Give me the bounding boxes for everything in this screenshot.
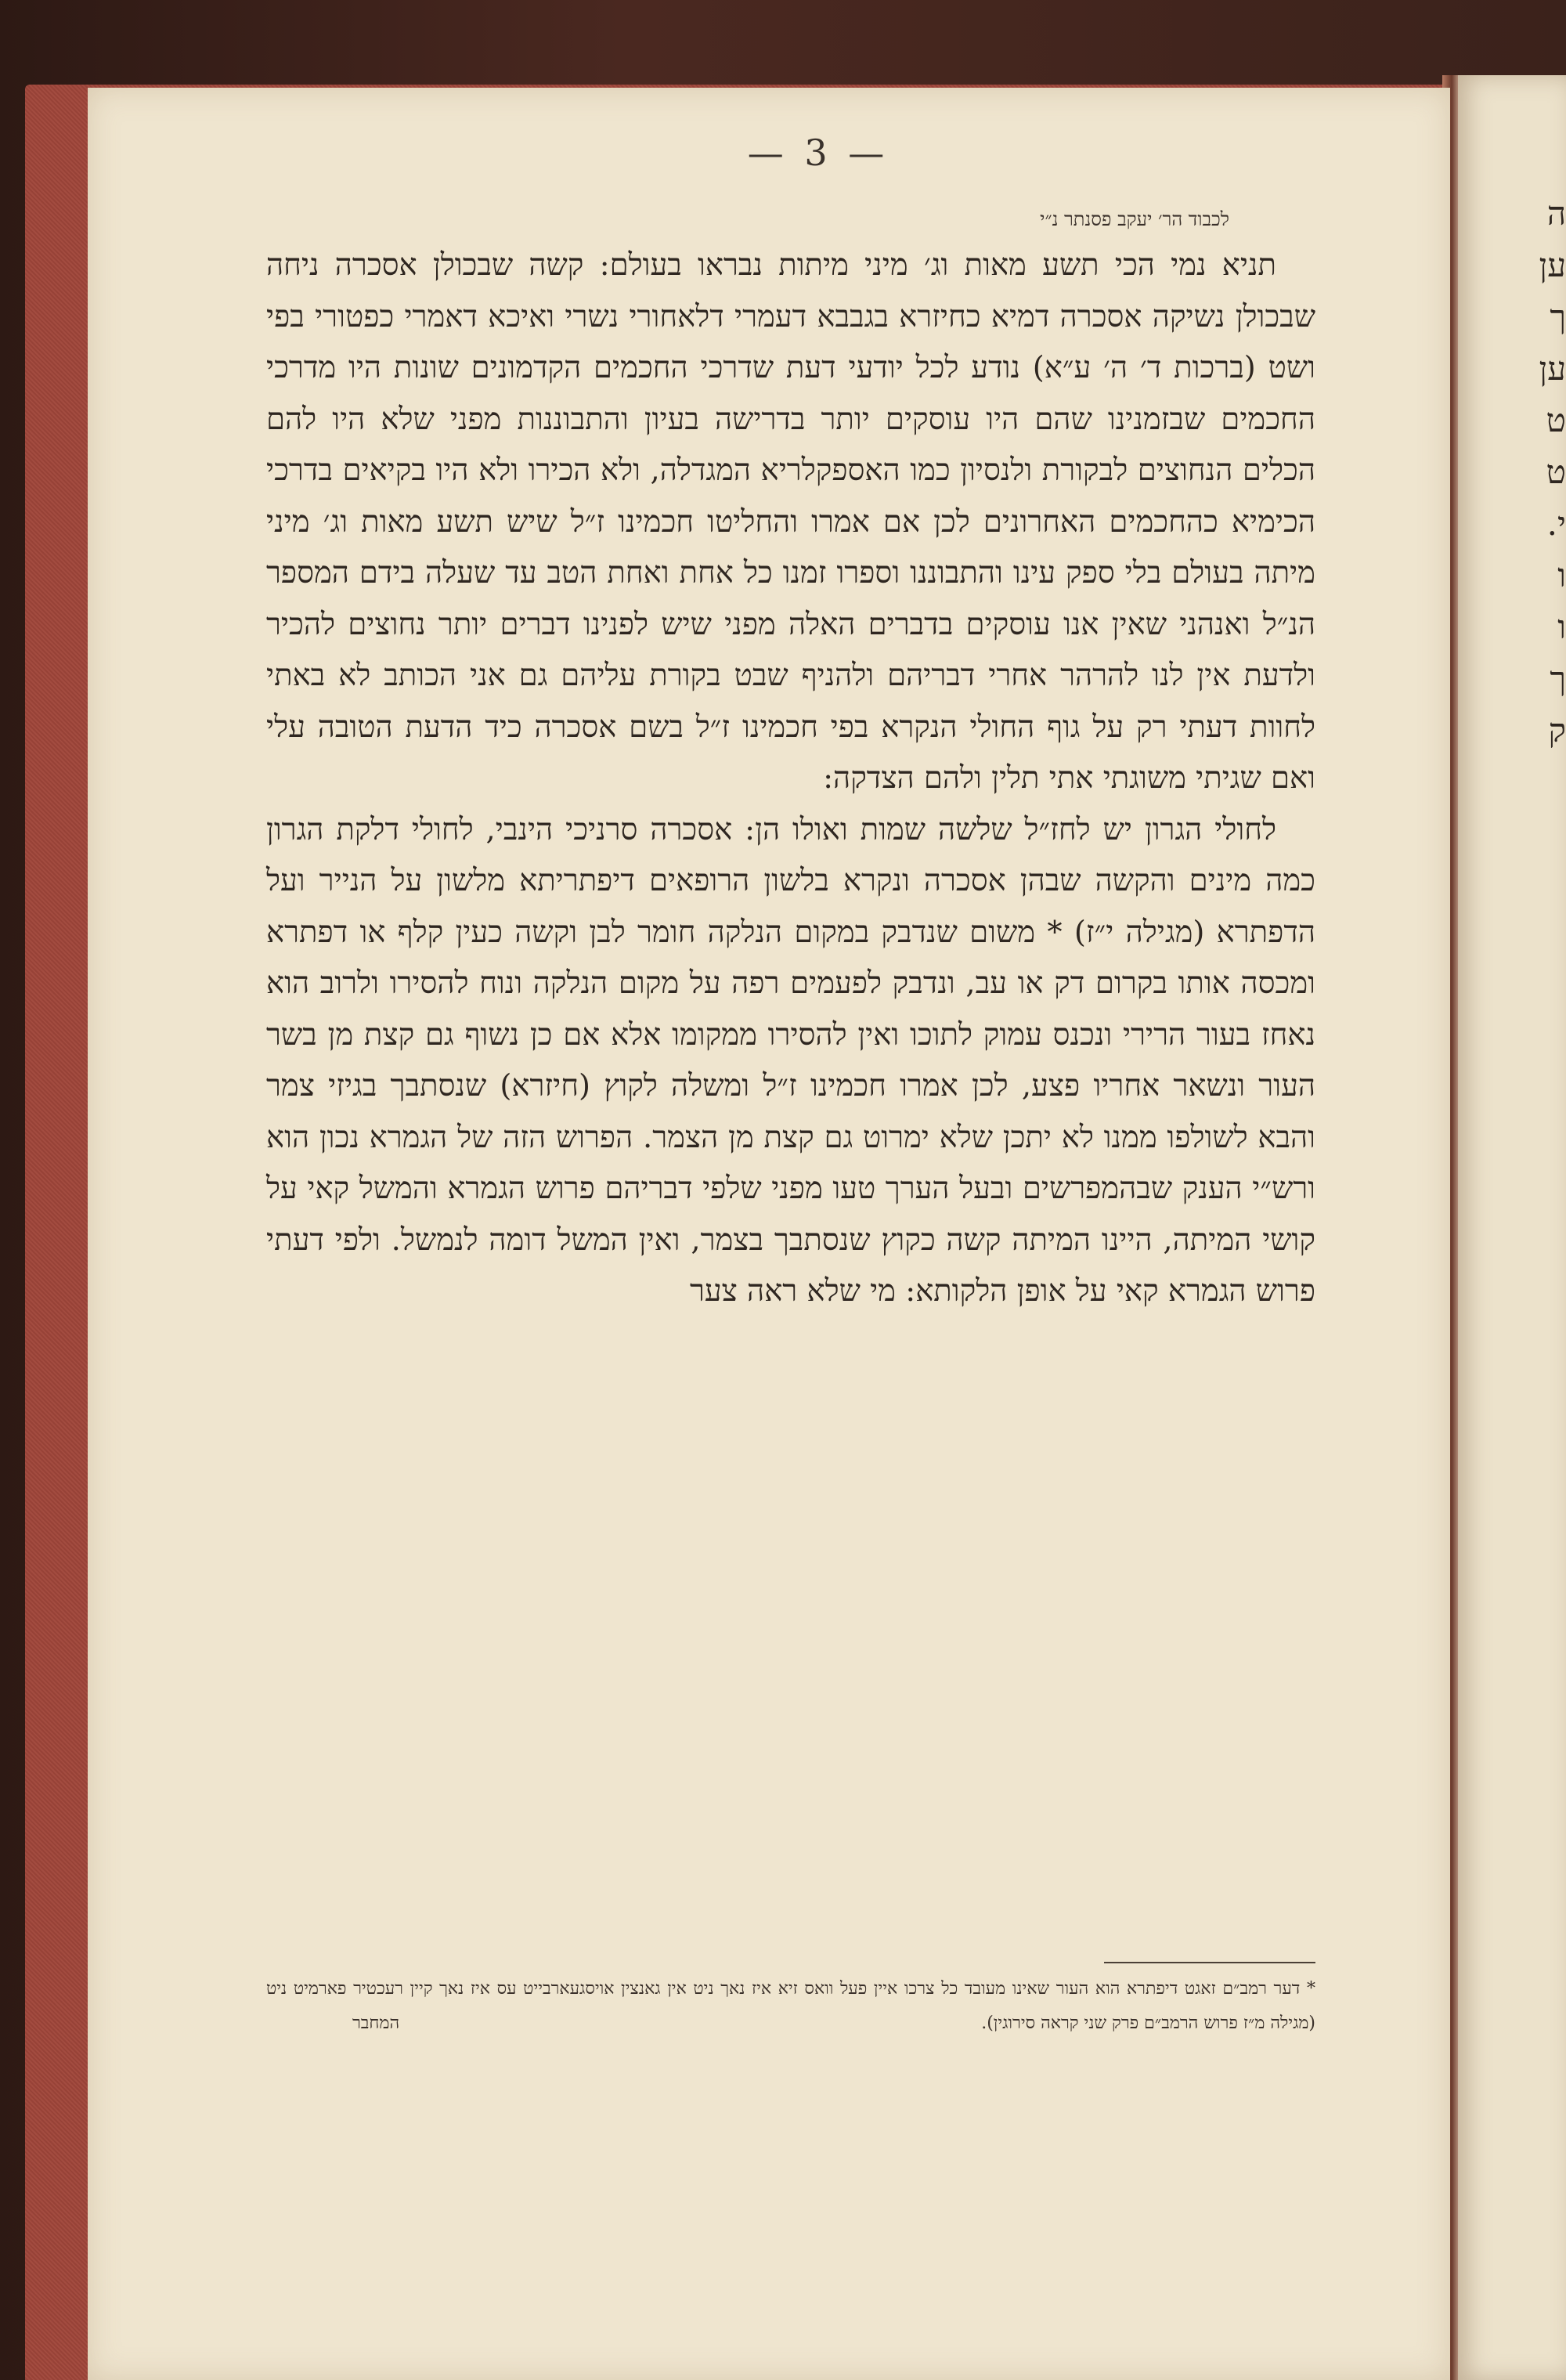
footnote-text: * דער רמב״ם זאגט דיפתרא הוא העור שאינו מעובד כל צרכו איין פעל וואס זיא איז נאך ניט אין גאנצין אויסגעארבייט עס איז נאך קיין רעכטיר פארמיט ניט (מגילה מ״ז פרוש הרמב״ם פרק שני קראה סירוגין). [266,1979,1315,2033]
adjacent-page-text [1492,188,1566,757]
paragraph: תניא נמי הכי תשע מאות וג׳ מיני מיתות נבראו בעולם: קשה שבכולן אסכרה ניחה שבכולן נשיקה אסכרה דמיא כחיזרא בגבבא דעמרי דלאחורי נשרי ואיכא דאמרי כפטורי בפי ושט (ברכות ד׳ ה׳ ע״א) נודע לכל יודעי דעת שדרכי החכמים הקדמונים שונות היו מדרכי החכמים שבזמנינו שהם היו עוסקים יותר בדרישה בעיון והתבוננות מפני שלא היו להם הכלים הנחוצים לבקורת ולנסיון כמו האספקלריא המגדלה, ולא הכירו ולא היו בקיאים בדרכי הכימיא כהחכמים האחרונים לכן אם אמרו והחליטו חכמינו ז״ל שיש תשע מאות וג׳ מיני מיתה בעולם בלי ספק עינו והתבוננו וספרו זמנו כל אחת ואחת הטב עד שעלה בידם המספר הנ״ל ואנהני שאין אנו עוסקים בדברים האלה מפני שיש לפנינו דברים יותר נחוצים להכיר ולדעת אין לנו להרהר אחרי דבריהם ולהניף שבט בקורת עליהם גם אני הכותב לא באתי לחוות דעתי רק על גוף החולי הנקרא בפי חכמינו ז״ל בשם אסכרה כיד הדעת הטובה עלי ואם שגיתי משוגתי אתי תלין ולהם הצדקה: [266,247,1315,796]
footnote [266,1972,1315,2041]
adjacent-fragment: ען [1539,246,1566,284]
adjacent-fragment: ו [1557,556,1566,594]
adjacent-fragment: ען [1539,349,1566,388]
adjacent-fragment: ו [1557,608,1566,646]
main-text [266,240,1315,1317]
page-number: — 3 — [747,132,889,174]
author-signature: המחבר [352,2013,400,2033]
adjacent-fragment: ך [1550,659,1566,698]
adjacent-fragment: י. [1546,504,1566,543]
page-body [266,204,1315,1317]
paragraph: לחולי הגרון יש לחז״ל שלשה שמות ואולו הן: אסכרה סרניכי הינבי, לחולי דלקת הגרון כמה מינים והקשה שבהן אסכרה ונקרא בלשון הרופאים דיפתריתא מלשון על הנייר ועל הדפתרא (מגילה י״ז) * משום שנדבק במקום הנלקה חומר לבן וקשה כעין קלף או דפתרא ומכסה אותו בקרום דק או עב, ונדבק לפעמים רפה על מקום הנלקה ונוח להסירו ולרוב הוא נאחז בעור הרירי ונכנס עמוק לתוכו ואין להסירו ממקומו אלא אם כן נשוף גם קצת מן בשר העור ונשאר אחריו פצע, לכן אמרו חכמינו ז״ל ומשלה לקוץ (חיזרא) שנסתבך בגיזי צמר והבא לשולפו ממנו לא יתכן שלא ימרוט גם קצת מן הצמר. הפרוש הזה של הגמרא נכון הוא ורש״י הענק שבהמפרשים ובעל הערך טעו מפני שלפי דבריהם פרוש הגמרא והמשל קאי על קושי המיתה, היינו המיתה קשה כקוץ שנסתבך בצמר, ואין המשל דומה לנמשל. ולפי דעתי פרוש הגמרא קאי על אופן הלקותא: מי שלא ראה צער [266,811,1315,1309]
footnote-rule [1104,1962,1315,1963]
adjacent-fragment: ט [1546,453,1566,491]
dedication-line: לכבוד הר׳ יעקב פסנתר נ״י [1040,208,1229,230]
adjacent-fragment: ה [1546,194,1566,233]
adjacent-fragment: ך [1550,298,1566,336]
adjacent-fragment: ק [1548,711,1566,749]
adjacent-fragment: ט [1546,401,1566,439]
